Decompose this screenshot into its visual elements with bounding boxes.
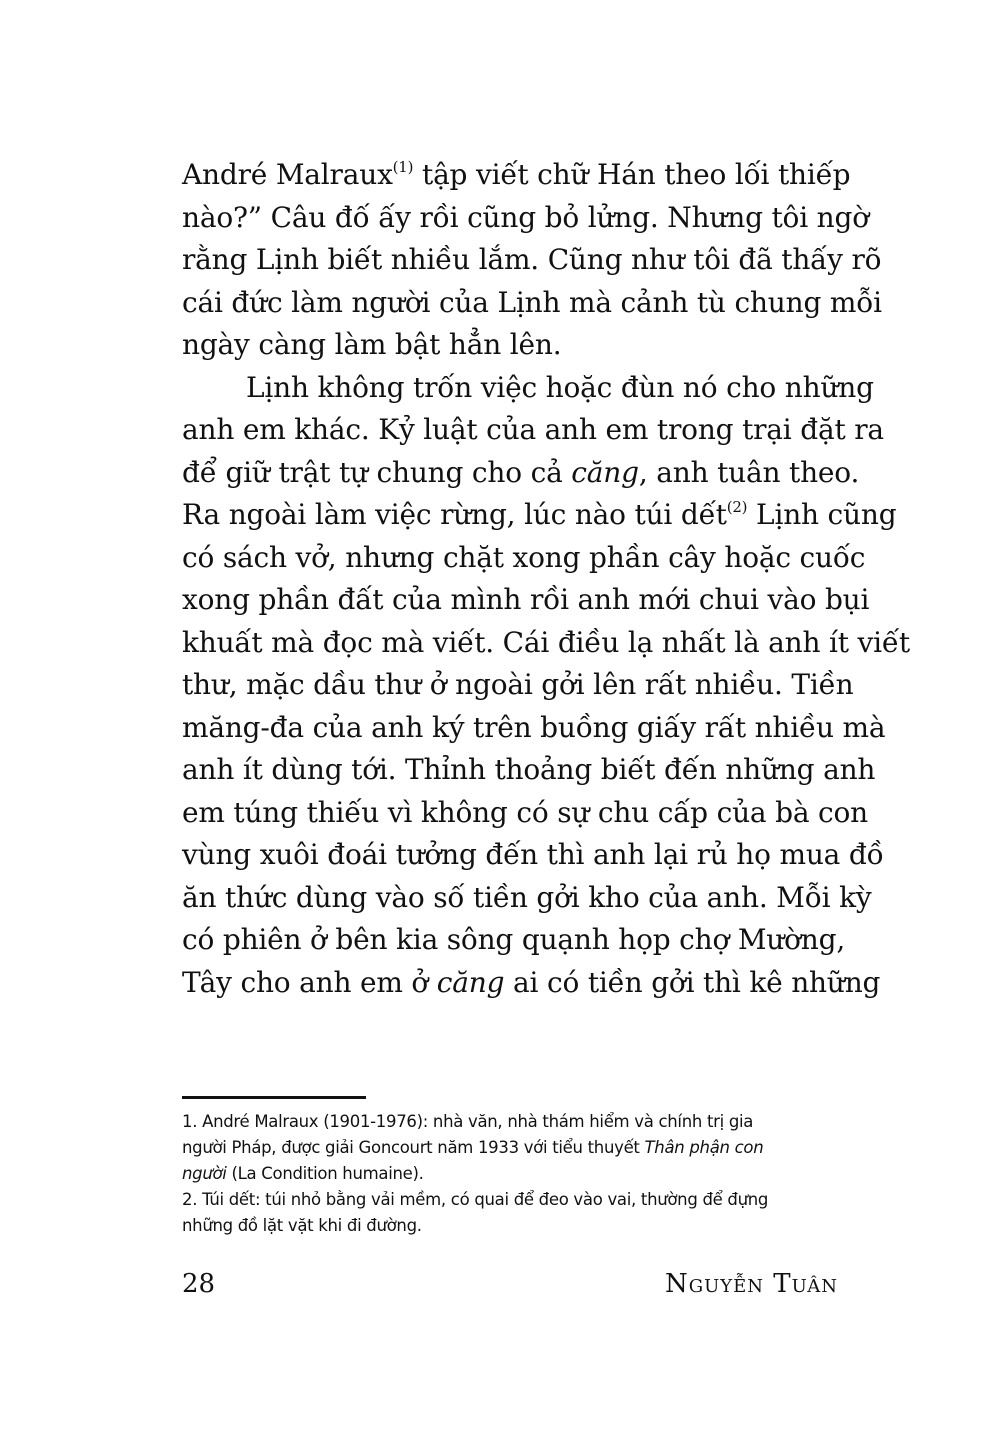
footnote-ref-1: (1) — [392, 158, 414, 176]
text-line-6: Lịnh không trốn việc hoặc đùn nó cho những — [246, 370, 874, 404]
italic-term: căng — [436, 965, 505, 999]
text-line-14: măng-đa của anh ký trên buồng giấy rất nhiều mà — [182, 710, 886, 744]
text-line-11: xong phần đất của mình rồi anh mới chui vào bụi — [182, 583, 870, 616]
footnote-divider — [182, 1096, 366, 1099]
footnote-line-2: người Pháp, được giải Goncourt năm 1933 với tiểu thuyết Thân phận con — [182, 1138, 764, 1157]
page-number: 28 — [182, 1269, 216, 1299]
footnotes — [182, 1109, 842, 1239]
footnote-line-5: những đồ lặt vặt khi đi đường. — [182, 1216, 422, 1235]
text-line-15: anh ít dùng tới. Thỉnh thoảng biết đến những anh — [182, 753, 876, 786]
book-title: Thân phận con — [644, 1138, 764, 1157]
text-line-3: rằng Lịnh biết nhiều lắm. Cũng như tôi đã thấy rõ — [182, 243, 882, 276]
text-line-9: Ra ngoài làm việc rừng, lúc nào túi dết$^{(2)}$ Lịnh cũng — [182, 498, 897, 531]
book-title: người — [182, 1164, 227, 1183]
footnote-ref-2: (2) — [726, 498, 748, 516]
footnote-line-4: 2. Túi dết: túi nhỏ bằng vải mềm, có quai để đeo vào vai, thường để đựng — [182, 1190, 769, 1209]
footnote-line-1: 1. André Malraux (1901-1976): nhà văn, nhà thám hiểm và chính trị gia — [182, 1112, 754, 1131]
text-line-12: khuất mà đọc mà viết. Cái điều lạ nhất là anh ít viết — [182, 625, 910, 659]
text-line-5: ngày càng làm bật hẳn lên. — [182, 328, 562, 361]
text-line-19: có phiên ở bên kia sông quạnh họp chợ Mường, — [182, 923, 846, 956]
text-line-2: nào?” Câu đố ấy rồi cũng bỏ lửng. Nhưng tôi ngờ — [182, 200, 869, 234]
text-line-20: Tây cho anh em ở căng ai có tiền gởi thì kê những — [182, 965, 881, 999]
text-line-17: vùng xuôi đoái tưởng đến thì anh lại rủ họ mua đồ — [182, 838, 884, 871]
main-text — [182, 154, 910, 1004]
italic-term: căng — [571, 455, 639, 489]
running-author: Nguyễn Tuân — [664, 1269, 838, 1299]
text-line-16: em túng thiếu vì không có sự chu cấp của bà con — [182, 795, 869, 829]
text-line-7: anh em khác. Kỷ luật của anh em trong trại đặt ra — [182, 413, 884, 446]
footnote-line-3: người (La Condition humaine). — [182, 1164, 424, 1183]
text-line-4: cái đức làm người của Lịnh mà cảnh tù chung mỗi — [182, 285, 882, 319]
text-line-13: thư, mặc dầu thư ở ngoài gởi lên rất nhiều. Tiền — [182, 668, 854, 701]
text-line-10: có sách vở, nhưng chặt xong phần cây hoặc cuốc — [182, 540, 866, 574]
text-line-1: André Malraux$^{(1)}$ tập viết chữ Hán theo lối thiếp — [182, 158, 851, 191]
text-line-18: ăn thức dùng vào số tiền gởi kho của anh. Mỗi kỳ — [182, 880, 872, 914]
text-line-8: để giữ trật tự chung cho cả căng, anh tuân theo. — [182, 455, 860, 489]
